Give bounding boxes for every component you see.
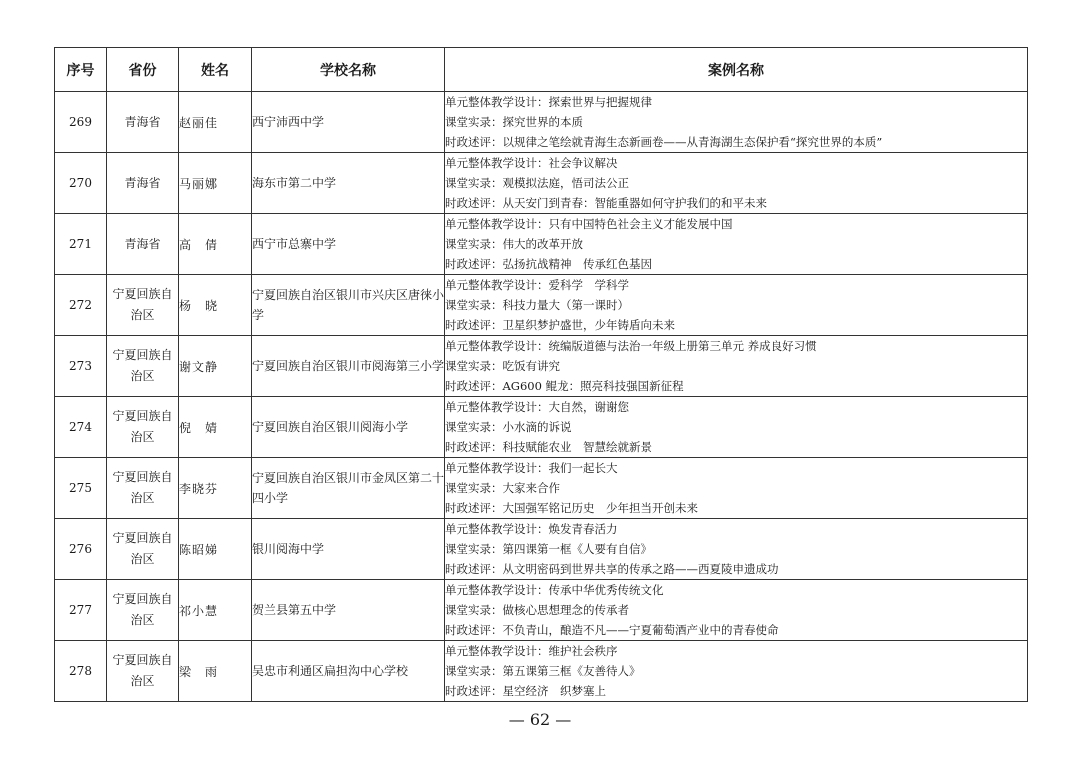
row-school: 西宁沛西中学 (252, 92, 445, 153)
row-province: 宁夏回族自治区 (107, 397, 179, 458)
table-row (55, 519, 1028, 580)
case-line: 单元整体教学设计：大自然，谢谢您 (445, 400, 629, 414)
case-line: 单元整体教学设计：维护社会秩序 (445, 644, 618, 658)
row-name: 高 倩 (179, 214, 252, 275)
case-line: 时政述评：弘扬抗战精神 传承红色基因 (445, 257, 652, 271)
table-row (55, 397, 1028, 458)
case-line: 时政述评：卫星织梦护盛世，少年铸盾向未来 (445, 318, 675, 332)
case-line: 课堂实录：吃饭有讲究 (445, 359, 560, 373)
row-number: 274 (55, 397, 107, 458)
case-line: 时政述评：大国强军铭记历史 少年担当开创未来 (445, 501, 698, 515)
page-number: — 62 — (508, 710, 572, 729)
case-line: 单元整体教学设计：我们一起长大 (445, 461, 618, 475)
row-school: 海东市第二中学 (252, 153, 445, 214)
table-row (55, 641, 1028, 702)
row-name: 杨 晓 (179, 275, 252, 336)
row-school: 宁夏回族自治区银川阅海小学 (252, 397, 445, 458)
row-cases (445, 153, 1028, 214)
row-province: 宁夏回族自治区 (107, 641, 179, 702)
case-line: 课堂实录：做核心思想理念的传承者 (445, 603, 629, 617)
row-name: 祁小慧 (179, 580, 252, 641)
row-number: 275 (55, 458, 107, 519)
row-number: 272 (55, 275, 107, 336)
row-cases (445, 397, 1028, 458)
row-province: 宁夏回族自治区 (107, 458, 179, 519)
case-line: 单元整体教学设计：社会争议解决 (445, 156, 618, 170)
case-line: 时政述评：以规律之笔绘就青海生态新画卷——从青海湖生态保护看“探究世界的本质” (445, 135, 883, 149)
table-row (55, 275, 1028, 336)
row-cases (445, 275, 1028, 336)
table-header-row (55, 48, 1028, 92)
row-name: 陈昭娣 (179, 519, 252, 580)
row-province: 青海省 (107, 153, 179, 214)
case-line: 课堂实录：伟大的改革开放 (445, 237, 583, 251)
row-name: 倪 婧 (179, 397, 252, 458)
case-line: 课堂实录：探究世界的本质 (445, 115, 583, 129)
row-number: 273 (55, 336, 107, 397)
case-line: 单元整体教学设计：爱科学 学科学 (445, 278, 629, 292)
row-province: 宁夏回族自治区 (107, 275, 179, 336)
table-row (55, 92, 1028, 153)
table-row (55, 580, 1028, 641)
row-province: 宁夏回族自治区 (107, 580, 179, 641)
case-line: 时政述评：从文明密码到世界共享的传承之路——西夏陵申遗成功 (445, 562, 779, 576)
row-number: 269 (55, 92, 107, 153)
row-name: 李晓芬 (179, 458, 252, 519)
row-number: 278 (55, 641, 107, 702)
case-line: 单元整体教学设计：只有中国特色社会主义才能发展中国 (445, 217, 733, 231)
table-row (55, 336, 1028, 397)
row-cases (445, 519, 1028, 580)
row-province: 宁夏回族自治区 (107, 336, 179, 397)
table-body (55, 92, 1028, 702)
case-line: 时政述评：星空经济 织梦塞上 (445, 684, 606, 698)
row-province: 宁夏回族自治区 (107, 519, 179, 580)
row-province: 青海省 (107, 92, 179, 153)
row-school: 贺兰县第五中学 (252, 580, 445, 641)
row-cases (445, 641, 1028, 702)
row-school: 宁夏回族自治区银川市兴庆区唐徕小学 (252, 275, 445, 336)
row-number: 271 (55, 214, 107, 275)
case-line: 单元整体教学设计：统编版道德与法治一年级上册第三单元 养成良好习惯 (445, 339, 817, 353)
case-line: 课堂实录：第四课第一框《人要有自信》 (445, 542, 652, 556)
case-line: 课堂实录：大家来合作 (445, 481, 560, 495)
award-table (54, 47, 1028, 702)
table-row (55, 214, 1028, 275)
row-number: 276 (55, 519, 107, 580)
case-line: 课堂实录：科技力量大（第一课时） (445, 298, 629, 312)
row-school: 宁夏回族自治区银川市金凤区第二十四小学 (252, 458, 445, 519)
header-province: 省份 (107, 48, 179, 92)
row-school: 吴忠市利通区扁担沟中心学校 (252, 641, 445, 702)
case-line: 时政述评：科技赋能农业 智慧绘就新景 (445, 440, 652, 454)
case-line: 课堂实录：第五课第三框《友善待人》 (445, 664, 641, 678)
header-num: 序号 (55, 48, 107, 92)
case-line: 单元整体教学设计：传承中华优秀传统文化 (445, 583, 664, 597)
case-line: 课堂实录：小水滴的诉说 (445, 420, 572, 434)
header-cases: 案例名称 (445, 48, 1028, 92)
table-row (55, 153, 1028, 214)
row-school: 宁夏回族自治区银川市阅海第三小学 (252, 336, 445, 397)
row-cases (445, 214, 1028, 275)
row-name: 梁 雨 (179, 641, 252, 702)
row-cases (445, 92, 1028, 153)
row-name: 赵丽佳 (179, 92, 252, 153)
case-line: 时政述评：AG600 鲲龙：照亮科技强国新征程 (445, 379, 684, 393)
header-name: 姓名 (179, 48, 252, 92)
row-cases (445, 458, 1028, 519)
row-name: 马丽娜 (179, 153, 252, 214)
row-name: 谢文静 (179, 336, 252, 397)
case-line: 时政述评：从天安门到青春：智能重器如何守护我们的和平未来 (445, 196, 767, 210)
case-line: 课堂实录：观模拟法庭，悟司法公正 (445, 176, 629, 190)
row-cases (445, 580, 1028, 641)
row-cases (445, 336, 1028, 397)
row-province: 青海省 (107, 214, 179, 275)
row-school: 银川阅海中学 (252, 519, 445, 580)
header-school: 学校名称 (252, 48, 445, 92)
row-number: 277 (55, 580, 107, 641)
row-school: 西宁市总寨中学 (252, 214, 445, 275)
table-row (55, 458, 1028, 519)
row-number: 270 (55, 153, 107, 214)
case-line: 单元整体教学设计：焕发青春活力 (445, 522, 618, 536)
case-line: 单元整体教学设计：探索世界与把握规律 (445, 95, 652, 109)
case-line: 时政述评：不负青山，酿造不凡——宁夏葡萄酒产业中的青春使命 (445, 623, 779, 637)
